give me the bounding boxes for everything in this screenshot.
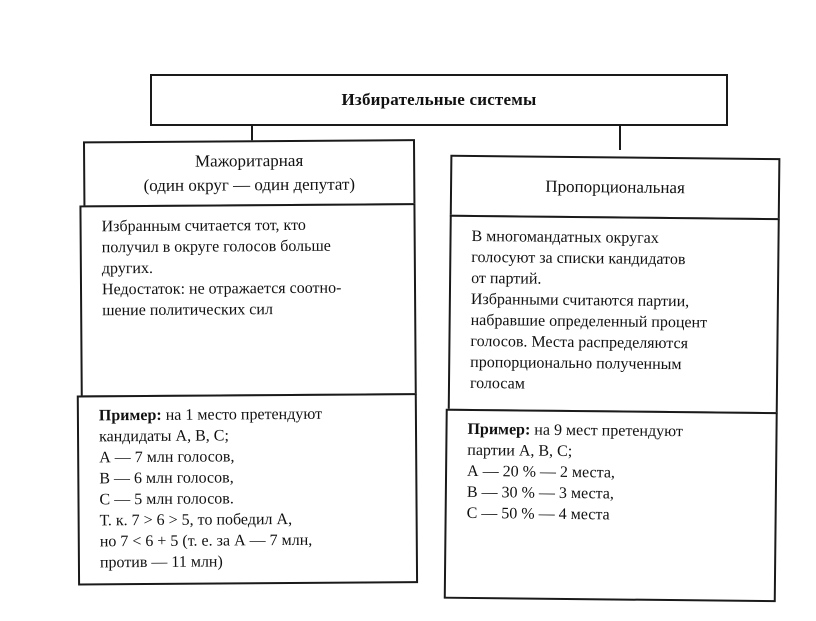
majoritarian-header-title: Мажоритарная (194, 150, 304, 171)
proportional-example-box (444, 409, 778, 602)
proportional-example-line: С — 50 % — 4 места (466, 504, 610, 524)
majoritarian-example-line: В — 6 млн голосов, (99, 469, 234, 488)
majoritarian-example-line: Т. к. 7 > 6 > 5, то победил А, (99, 510, 293, 530)
proportional-header-title: Пропорциональная (545, 176, 685, 198)
proportional-example-line: А — 20 % — 2 места, (467, 462, 616, 482)
majoritarian-description-line: других. (101, 259, 153, 278)
majoritarian-description-box (79, 203, 416, 397)
majoritarian-example-line: С — 5 млн голосов. (99, 490, 234, 509)
majoritarian-example-box (77, 393, 418, 585)
proportional-description-line: Избранными считаются партии, (470, 290, 690, 311)
majoritarian-example-line: на 1 место претендуют (161, 405, 323, 424)
proportional-example-label: Пример: (467, 420, 531, 439)
proportional-description-line: голосов. Места распределяются (470, 332, 689, 353)
proportional-example-line: В — 30 % — 3 места, (466, 483, 614, 503)
proportional-example-line: на 9 мест претендуют (530, 421, 683, 441)
majoritarian-example-line: А — 7 млн голосов, (99, 448, 235, 467)
diagram-title: Избирательные системы (341, 90, 537, 109)
majoritarian-example-line: но 7 < 6 + 5 (т. е. за А — 7 млн, (99, 531, 313, 551)
majoritarian-example-line: против — 11 млн) (99, 553, 223, 572)
majoritarian-example-first-line (99, 403, 403, 426)
majoritarian-description-line: Недостаток: не отражается соотно- (101, 279, 342, 299)
majoritarian-description-line: получил в округе голосов больше (101, 237, 331, 257)
majoritarian-header-subtitle: (один округ — один депутат) (143, 174, 356, 196)
proportional-description-line: пропорционально полученным (470, 353, 682, 374)
connector-title-right (619, 126, 621, 150)
proportional-description-line: В многомандатных округах (471, 227, 659, 247)
proportional-description-line: набравшие определенный процент (470, 311, 708, 332)
majoritarian-description-line: шение политических сил (102, 301, 273, 320)
proportional-description-line: голосуют за списки кандидатов (471, 248, 686, 269)
proportional-header-box (450, 155, 781, 220)
proportional-description-line: голосам (469, 374, 525, 393)
proportional-example-line: партии А, В, С; (467, 441, 573, 461)
majoritarian-example-line: кандидаты А, В, С; (98, 427, 229, 446)
proportional-description-line: от партий. (471, 269, 542, 288)
majoritarian-description-line: Избранным считается тот, кто (101, 216, 306, 236)
majoritarian-header-box (83, 139, 415, 207)
proportional-description-box (448, 215, 780, 414)
diagram-title-box (150, 74, 728, 126)
majoritarian-example-label: Пример: (98, 406, 162, 425)
